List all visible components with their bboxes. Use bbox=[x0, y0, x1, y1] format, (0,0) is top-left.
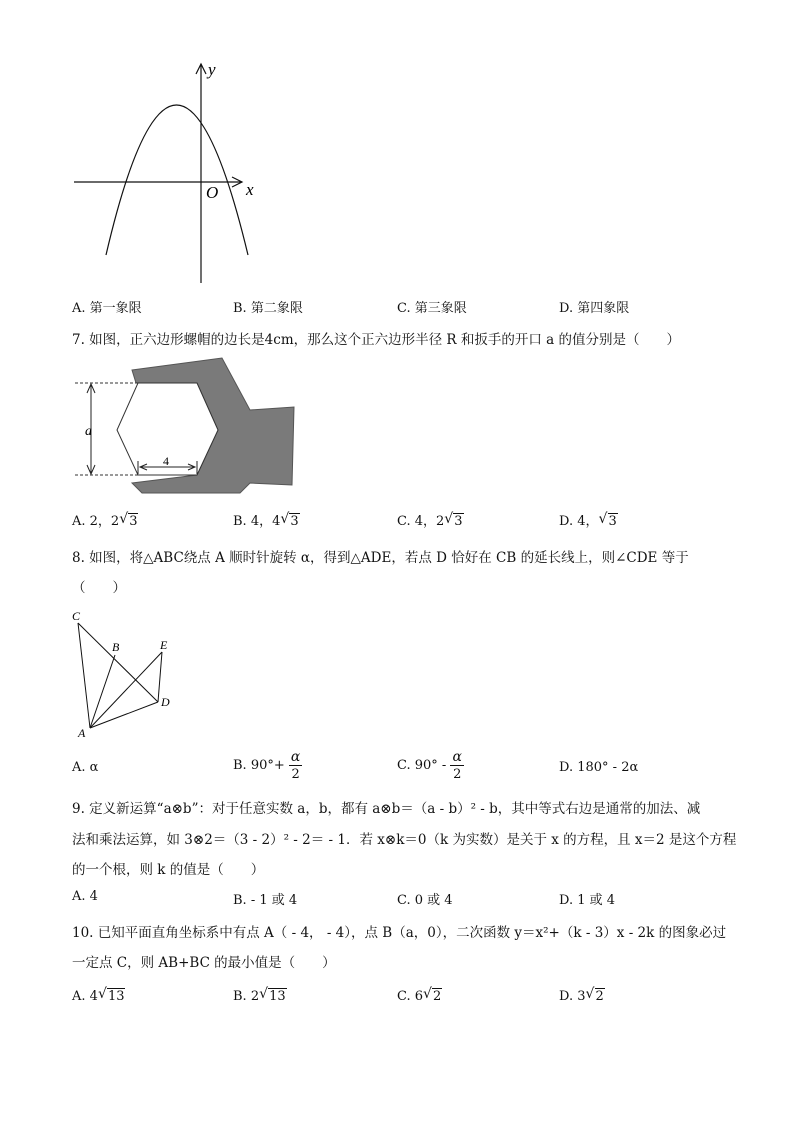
triangle-rotation-figure bbox=[70, 605, 190, 740]
q10-option-b[interactable]: B. 2 √ 13 bbox=[233, 986, 286, 1004]
q8-option-d[interactable]: D. 180° - 2α bbox=[559, 760, 639, 775]
q10-line2: 一定点 C，则 AB+BC 的最小值是（ ） bbox=[72, 955, 336, 971]
q6-option-d[interactable]: D. 第四象限 bbox=[559, 301, 630, 316]
q9-line2: 法和乘法运算，如 3⊗2＝（3 - 2）² - 2＝ - 1．若 x⊗k＝0（k 为实数）是关于 x 的方程，且 x＝2 是这个方程 bbox=[72, 832, 737, 848]
q8-option-b[interactable]: B. 90°+ $\frac{\alpha}{2}$ bbox=[233, 749, 301, 782]
x-axis-label: x bbox=[246, 180, 254, 199]
q8-option-a[interactable]: A. α bbox=[72, 760, 99, 775]
q7-option-b[interactable]: B. 4，4 √ 3 bbox=[233, 511, 299, 529]
y-axis-label: y bbox=[208, 60, 216, 79]
q6-option-b[interactable]: B. 第二象限 bbox=[233, 301, 303, 316]
q9-line1: 9. 定义新运算“a⊗b”：对于任意实数 a，b，都有 a⊗b＝（a - b）² - b，其中等式右边是通常的加法、减 bbox=[72, 801, 701, 817]
q6-option-a[interactable]: A. 第一象限 bbox=[72, 301, 142, 316]
wrench-figure bbox=[70, 355, 305, 500]
q9-option-b[interactable]: B. - 1 或 4 bbox=[233, 893, 298, 908]
point-e-label: E bbox=[160, 638, 168, 652]
point-c-label: C bbox=[72, 609, 81, 623]
q7-stem: 7. 如图，正六边形螺帽的边长是4cm，那么这个正六边形半径 R 和扳手的开口 a 的值分别是（ ） bbox=[72, 332, 680, 348]
a-label: a bbox=[85, 424, 92, 439]
origin-label: O bbox=[206, 183, 219, 202]
q7-option-d[interactable]: D. 4， √ 3 bbox=[559, 511, 617, 529]
q9-line3: 的一个根，则 k 的值是（ ） bbox=[72, 862, 265, 878]
q10-option-c[interactable]: C. 6 √ 2 bbox=[397, 986, 442, 1004]
q6-option-c[interactable]: C. 第三象限 bbox=[397, 301, 467, 316]
point-d-label: D bbox=[161, 695, 170, 709]
q10-line1: 10. 已知平面直角坐标系中有点 A（ - 4， - 4），点 B（a，0），二次函数 y＝x²+（k - 3）x - 2k 的图象必过 bbox=[72, 925, 727, 941]
q7-option-a[interactable]: A. 2，2 √ 3 bbox=[72, 511, 138, 529]
q9-option-a[interactable]: A. 4 bbox=[72, 889, 98, 904]
parabola-curve bbox=[106, 105, 248, 255]
side-length-label: 4 bbox=[163, 454, 169, 468]
q8-stem-line2: （ ） bbox=[72, 580, 126, 596]
q10-option-d[interactable]: D. 3 √ 2 bbox=[559, 986, 604, 1004]
q7-option-c[interactable]: C. 4，2 √ 3 bbox=[397, 511, 463, 529]
q10-option-a[interactable]: A. 4 √ 13 bbox=[72, 986, 125, 1004]
point-b-label: B bbox=[112, 640, 120, 654]
q8-option-c[interactable]: C. 90° - $\frac{\alpha}{2}$ bbox=[397, 749, 462, 782]
point-a-label: A bbox=[78, 726, 86, 740]
q8-stem-line1: 8. 如图，将△ABC绕点 A 顺时针旋转 α，得到△ADE，若点 D 恰好在 CB 的延长线上，则∠CDE 等于 bbox=[72, 550, 689, 566]
q9-option-c[interactable]: C. 0 或 4 bbox=[397, 893, 453, 908]
q9-option-d[interactable]: D. 1 或 4 bbox=[559, 893, 616, 908]
parabola-figure bbox=[70, 55, 270, 290]
